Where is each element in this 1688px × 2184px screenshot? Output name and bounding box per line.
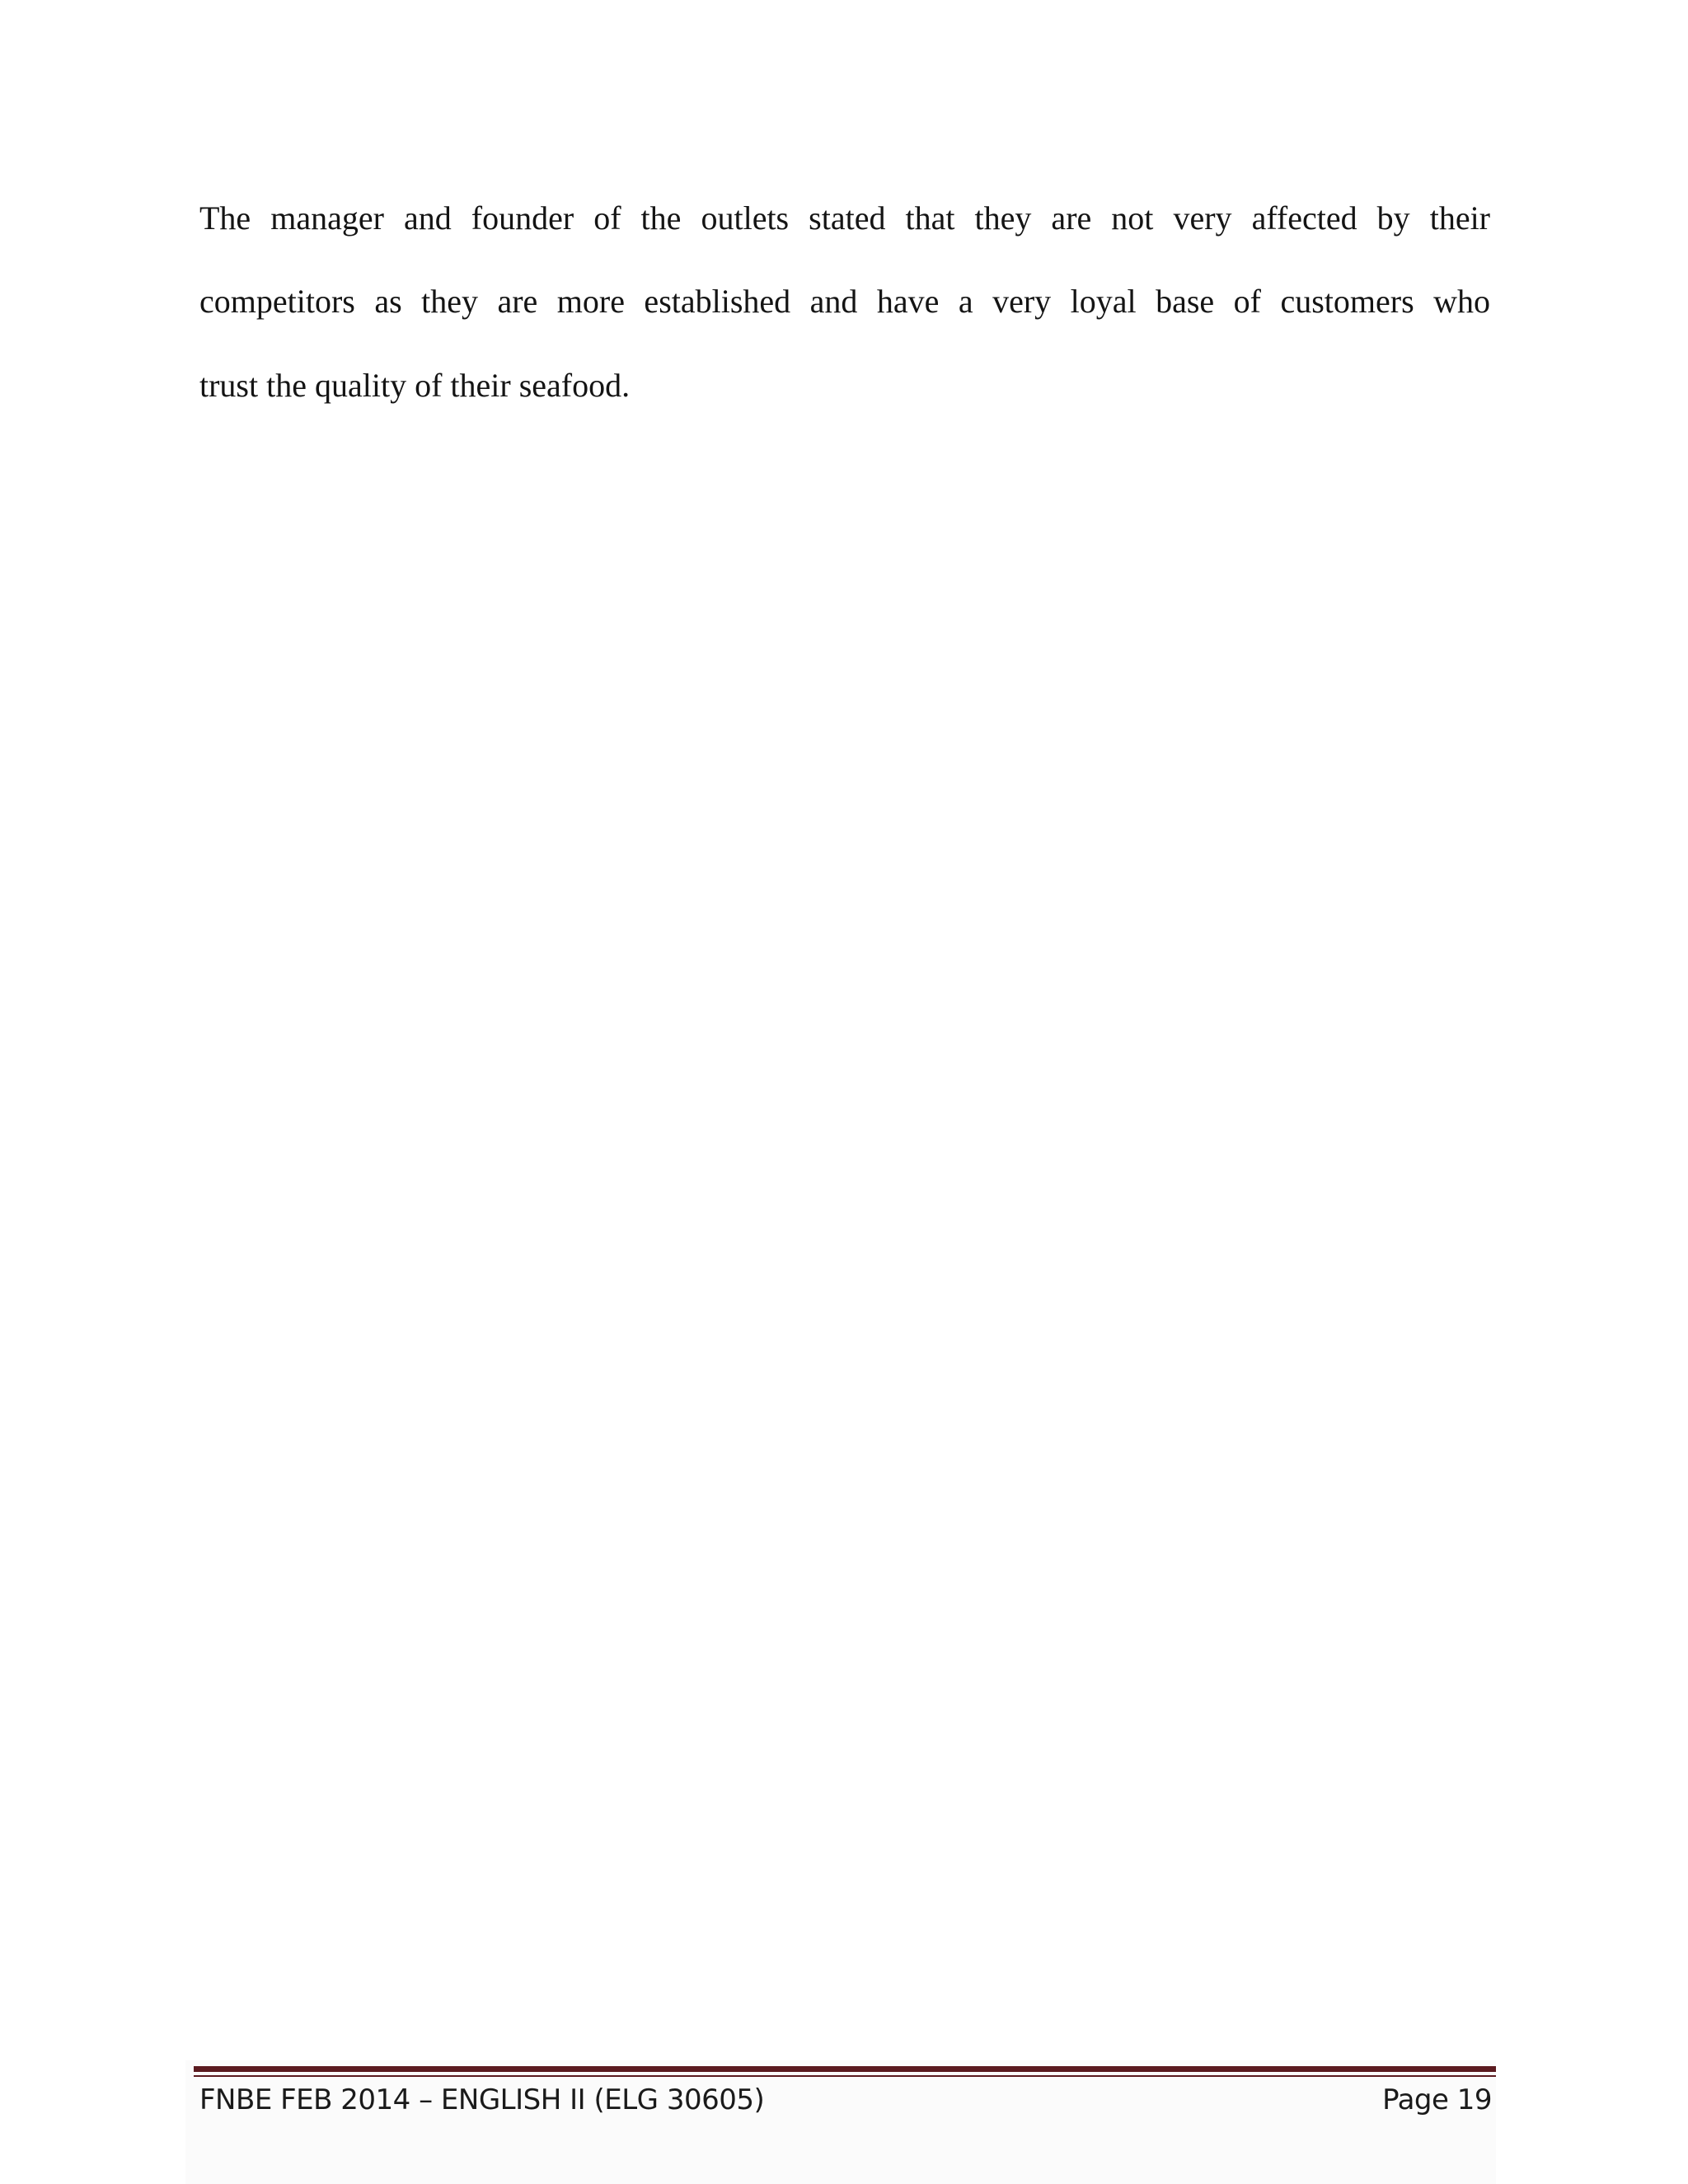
footer-page-number: Page 19 [1382, 2083, 1492, 2116]
paragraph-line: competitors as they are more established and have a very loyal base of customers who [199, 283, 1490, 320]
footer-background [185, 2060, 1496, 2184]
paragraph-line: trust the quality of their seafood. [199, 367, 631, 404]
footer-rule-thick [194, 2066, 1496, 2072]
paragraph-line: The manager and founder of the outlets stated that they are not very affected by their [199, 199, 1490, 237]
footer-rule-thin [194, 2075, 1496, 2077]
footer-course-title: FNBE FEB 2014 – ENGLISH II (ELG 30605) [199, 2083, 765, 2116]
